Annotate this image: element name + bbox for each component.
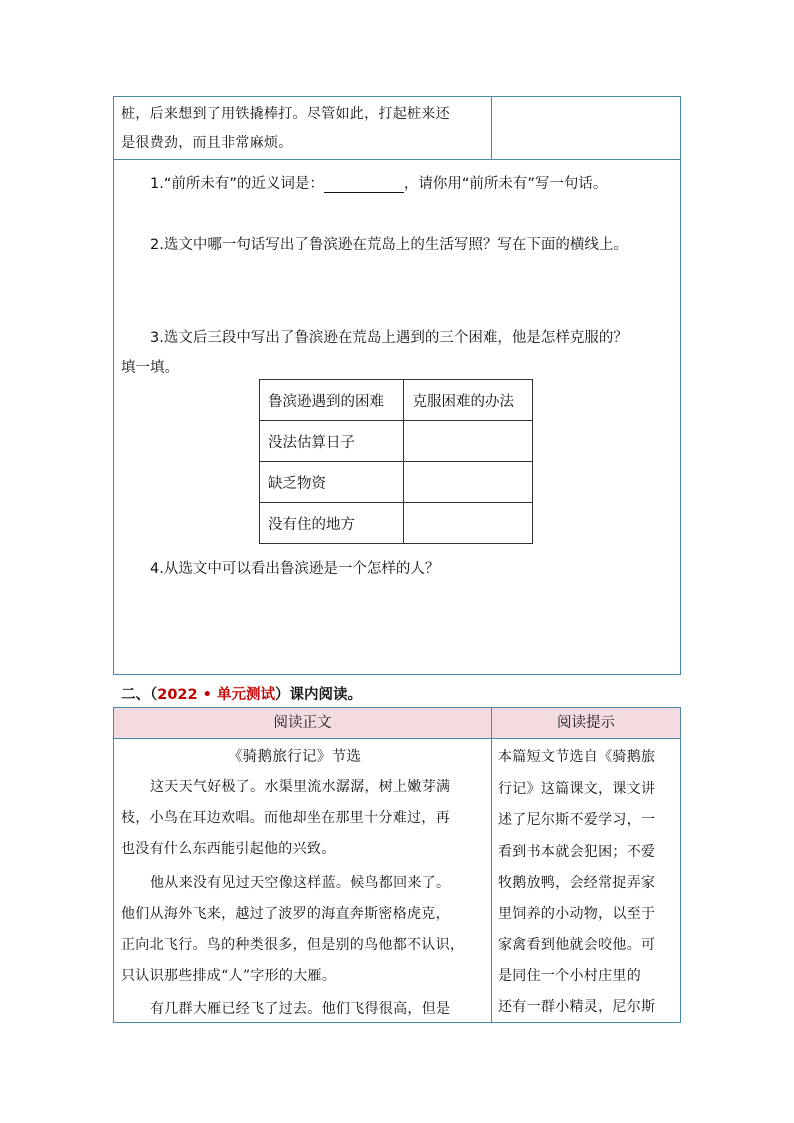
question-1-text-end: ，请你用“前所未有”写一句话。: [403, 176, 608, 192]
section-suffix: ）课内阅读。: [274, 687, 362, 703]
difficulty-cell: 没有住的地方: [260, 503, 404, 544]
tip-line: 里饲养的小动物，以至于: [498, 906, 656, 922]
question-2: 2.选文中哪一句话写出了鲁滨逊在荒岛上的生活写照？写在下面的横线上。: [150, 237, 628, 253]
source-tag: 2022 • 单元测试: [157, 687, 275, 703]
passage-line: 正向北飞行。鸟的种类很多，但是别的鸟他都不认识，: [121, 937, 465, 953]
passage-line: 桩，后来想到了用铁撬棒打。尽管如此，打起桩来还: [121, 106, 450, 122]
passage-line: 有几群大雁已经飞了过去。他们飞得很高，但是: [150, 1001, 451, 1017]
section-prefix: 二、（: [121, 687, 158, 703]
divider: [491, 96, 492, 160]
passage-line: 也没有什么东西能引起他的兴致。: [121, 841, 336, 857]
tip-line: 述了尼尔斯不爱学习，一: [498, 812, 656, 828]
answer-blank[interactable]: [324, 178, 404, 193]
passage-line: 枝，小鸟在耳边欢唱。而他却坐在那里十分难过，再: [121, 810, 450, 826]
table-header: 鲁滨逊遇到的困难: [260, 380, 404, 421]
tip-line: 家禽看到他就会咬他。可: [498, 937, 656, 953]
tip-line: 牧鹅放鸭，会经常捉弄家: [498, 875, 656, 891]
tip-line: 看到书本就会犯困；不爱: [498, 844, 656, 860]
passage-line: 他们从海外飞来，越过了波罗的海直奔斯密格虎克，: [121, 906, 450, 922]
table-header-row: [260, 380, 533, 421]
passage-line: 是很费劲，而且非常麻烦。: [121, 135, 293, 151]
tip-line: 还有一群小精灵，尼尔斯: [498, 999, 656, 1015]
difficulty-cell: 没法估算日子: [260, 421, 404, 462]
passage-title: 《骑鹅旅行记》节选: [228, 749, 362, 765]
tip-line: 本篇短文节选自《骑鹅旅: [498, 749, 656, 765]
divider: [113, 159, 681, 160]
passage-line: 他从来没有见过天空像这样蓝。候鸟都回来了。: [150, 875, 451, 891]
question-4: 4.从选文中可以看出鲁滨逊是一个怎样的人？: [150, 561, 440, 577]
question-1-text: 1.“前所未有”的近义词是：: [150, 176, 324, 192]
passage-line: 只认识那些排成“人”字形的大雁。: [121, 968, 337, 984]
answer-cell[interactable]: [404, 421, 533, 462]
difficulty-cell: 缺乏物资: [260, 462, 404, 503]
table-row: [260, 462, 533, 503]
divider: [491, 707, 492, 1023]
question-3: 3.选文后三段中写出了鲁滨逊在荒岛上遇到的三个困难，他是怎样克服的？: [150, 330, 628, 346]
header-reading-tips: 阅读提示: [492, 708, 680, 738]
answer-cell[interactable]: [404, 462, 533, 503]
answer-cell[interactable]: [404, 503, 533, 544]
tip-line: 是同住一个小村庄里的: [498, 968, 641, 984]
difficulty-table: [259, 379, 533, 544]
passage-line: 这天天气好极了。水渠里流水潺潺，树上嫩芽满: [150, 779, 451, 795]
tip-line: 行记》这篇课文，课文讲: [498, 781, 656, 797]
table-header: 克服困难的办法: [404, 380, 533, 421]
header-reading-text: 阅读正文: [114, 708, 491, 738]
question-1: [150, 172, 607, 193]
table-row: [260, 503, 533, 544]
divider: [113, 738, 681, 739]
table-row: [260, 421, 533, 462]
section-title: [121, 683, 362, 704]
question-3-cont: 填一填。: [121, 360, 179, 376]
